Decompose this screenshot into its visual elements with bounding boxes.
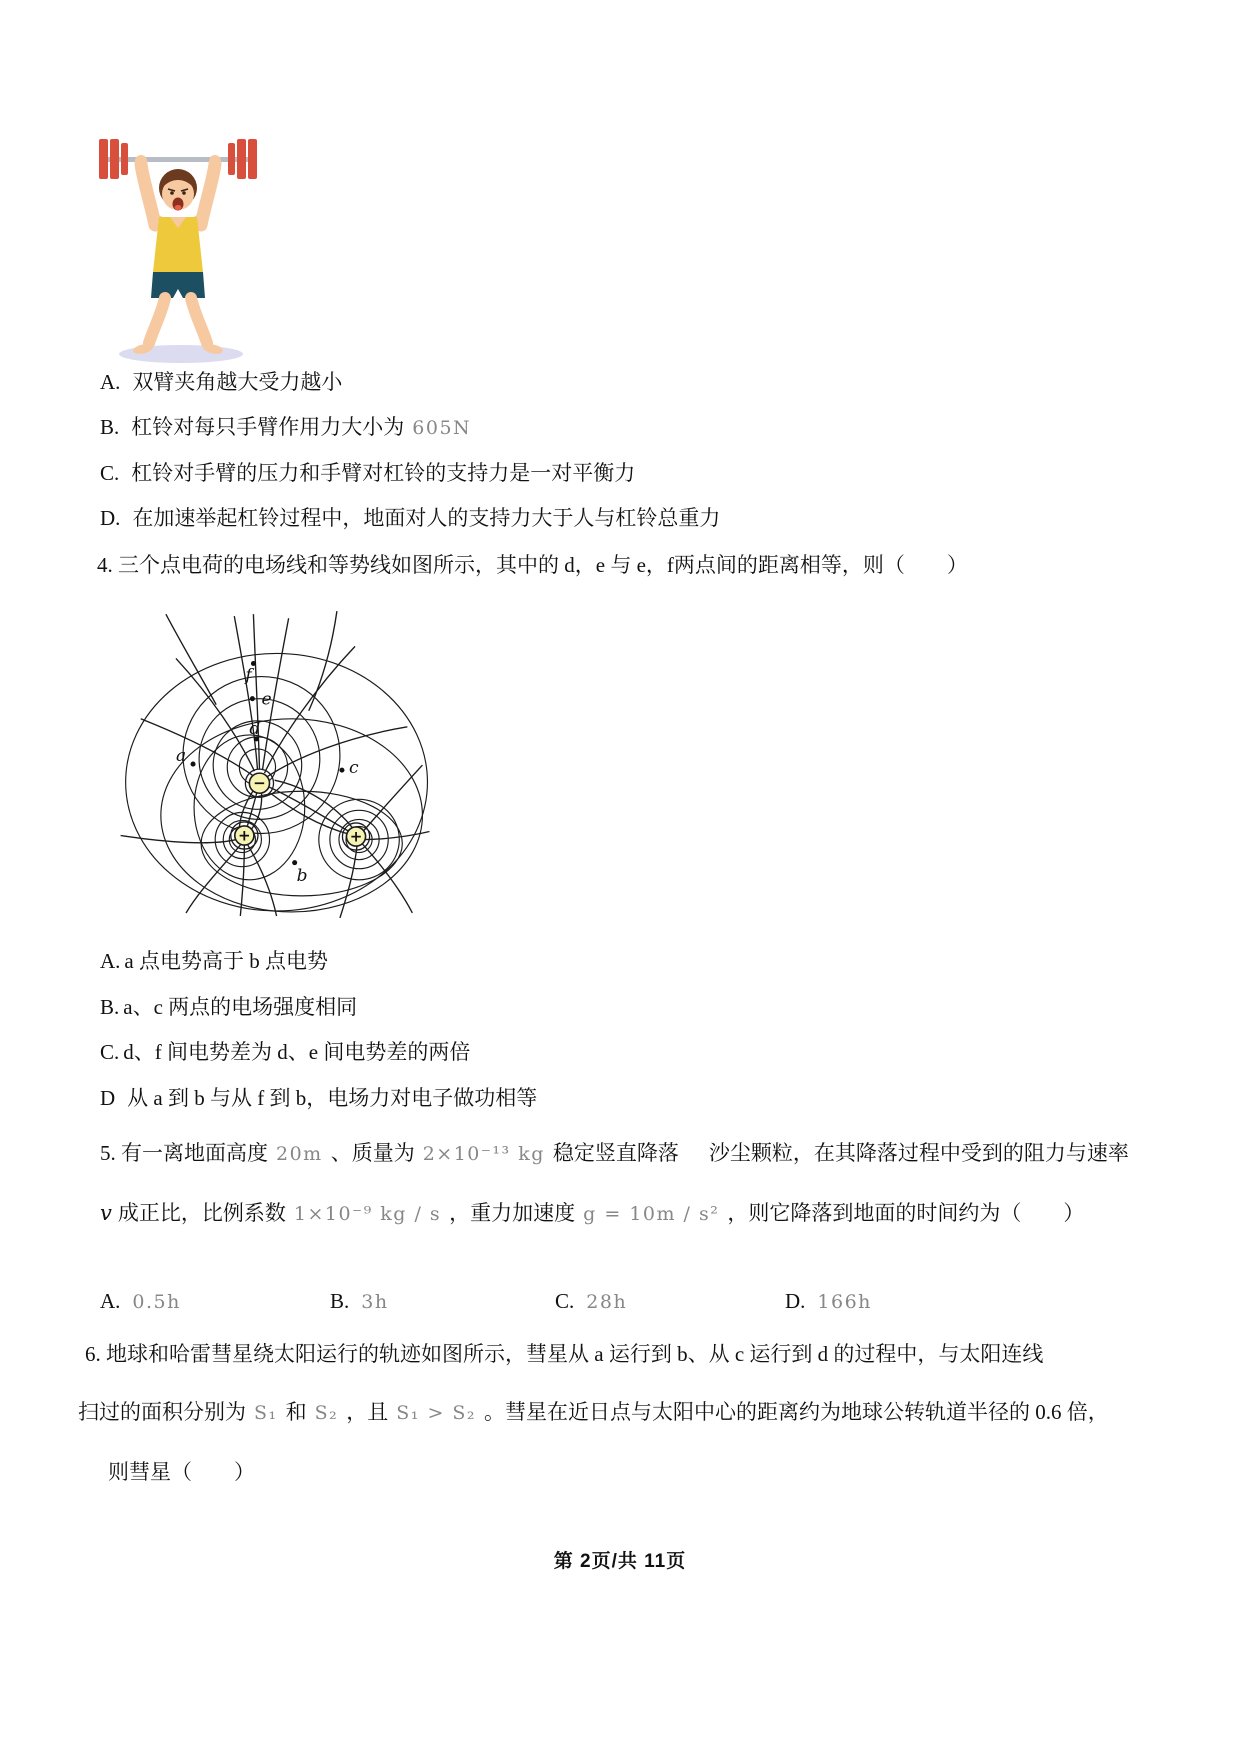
formula-gravity: g = 10m / s² [583,1203,720,1225]
negative-charge [245,769,273,797]
q5-option-b [330,1287,389,1316]
option-label: A. [100,370,121,394]
option-label: D [100,1086,116,1110]
option-text: 杠铃对每只手臂作用力大小为 [131,415,405,439]
q3-option-a [100,368,342,396]
plus-sign: + [349,827,363,846]
q4-option-a [100,947,328,975]
option-text: a、c 两点的电场强度相同 [123,995,358,1019]
q5-option-d [785,1287,872,1316]
formula-height: 20m [276,1143,323,1165]
plus-sign: + [238,826,251,845]
q5-option-a [100,1287,181,1316]
formula-605n: 605N [412,417,472,439]
option-text: 杠铃对手臂的压力和手臂对杠铃的支持力是一对平衡力 [131,461,636,485]
point-label-b: b [296,865,308,886]
positive-charge-right [342,823,369,850]
q6-stem-line3: 则彗星（ ） [108,1460,255,1484]
stem-text: ，且 [346,1400,389,1424]
positive-charge-left [231,822,258,849]
weightlifter-shorts [151,272,205,298]
formula-coefficient: 1×10⁻⁹ kg / s [293,1203,442,1225]
option-text: a 点电势高于 b 点电势 [124,949,328,973]
equipotential-lines [126,653,428,912]
q6-stem-line2 [78,1398,1109,1427]
q3-option-d [100,504,720,532]
point-label-c: c [348,758,359,779]
option-value: 0.5h [132,1291,181,1313]
q5-stem-line2 [100,1199,1084,1228]
option-label: A. [100,1289,121,1313]
page-number: 第 2页/共 11页 [553,1551,687,1572]
stem-text: 沙尘颗粒，在其降落过程中受到的阻力与速率 [708,1141,1129,1165]
barbell-plates-right [228,139,257,179]
option-label: D. [785,1289,806,1313]
q4-option-c [100,1038,470,1066]
option-label: A. [100,949,121,973]
option-label: D. [100,506,121,530]
option-value: 3h [361,1291,389,1313]
q5-option-c [555,1287,627,1316]
point-label-d: d [249,718,261,739]
q3-option-b [100,413,479,442]
weightlifter-torso [149,215,207,272]
q3-option-c [100,459,635,487]
stem-text: ，则它降落到地面的时间约为（ ） [727,1201,1085,1225]
formula-s2: S₂ [314,1402,339,1424]
barbell-plates-left [99,139,128,179]
q4-stem: 4. 三个点电荷的电场线和等势线如图所示，其中的 d，e 与 e，f两点间的距离相等，则（ ） [97,553,968,577]
weightlifter-illustration [93,130,263,365]
q4-option-d [100,1084,537,1112]
stem-text: 扫过的面积分别为 [78,1400,246,1424]
option-label: C. [100,461,120,485]
weightlifter-head [159,169,197,211]
option-label: B. [100,995,120,1019]
option-value: 166h [817,1291,872,1313]
q6-stem-line1: 6. 地球和哈雷彗星绕太阳运行的轨迹如图所示，彗星从 a 运行到 b、从 c 运行到 d 的过程中，与太阳连线 [85,1342,1044,1366]
option-value: 28h [586,1291,628,1313]
stem-text: 。彗星在近日点与太阳中心的距离约为地球公转轨道半径的 0.6 倍， [484,1400,1109,1424]
q5-stem-line1 [100,1139,1129,1168]
point-label-e: e [261,689,272,710]
minus-sign: − [253,774,266,793]
variable-v: v [100,1201,112,1225]
option-text: 在加速举起杠铃过程中，地面对人的支持力大于人与杠铃总重力 [132,506,721,530]
option-label: B. [100,415,120,439]
stem-text: 和 [285,1400,307,1424]
stem-text: 、质量为 [330,1141,415,1165]
labeled-points [176,661,359,886]
stem-text: ，重力加速度 [449,1201,576,1225]
stem-text: 稳定竖直降落 [552,1141,679,1165]
stem-text: 5. 有一离地面高度 [100,1141,268,1165]
option-text: 从 a 到 b 与从 f 到 b，电场力对电子做功相等 [127,1086,538,1110]
stem-text: 成正比，比例系数 [117,1201,286,1225]
formula-mass: 2×10⁻¹³ kg [422,1143,545,1165]
electric-field-diagram [105,586,430,918]
formula-s1: S₁ [254,1402,278,1424]
option-text: 双臂夹角越大受力越小 [132,370,343,394]
point-label-a: a [175,746,187,767]
point-label-f: f [245,665,252,686]
option-label: B. [330,1289,350,1313]
option-text: d、f 间电势差为 d、e 间电势差的两倍 [123,1040,471,1064]
option-label: C. [555,1289,575,1313]
option-label: C. [100,1040,120,1064]
q4-option-b [100,993,357,1021]
formula-s1-gt-s2: S₁ > S₂ [396,1402,477,1424]
